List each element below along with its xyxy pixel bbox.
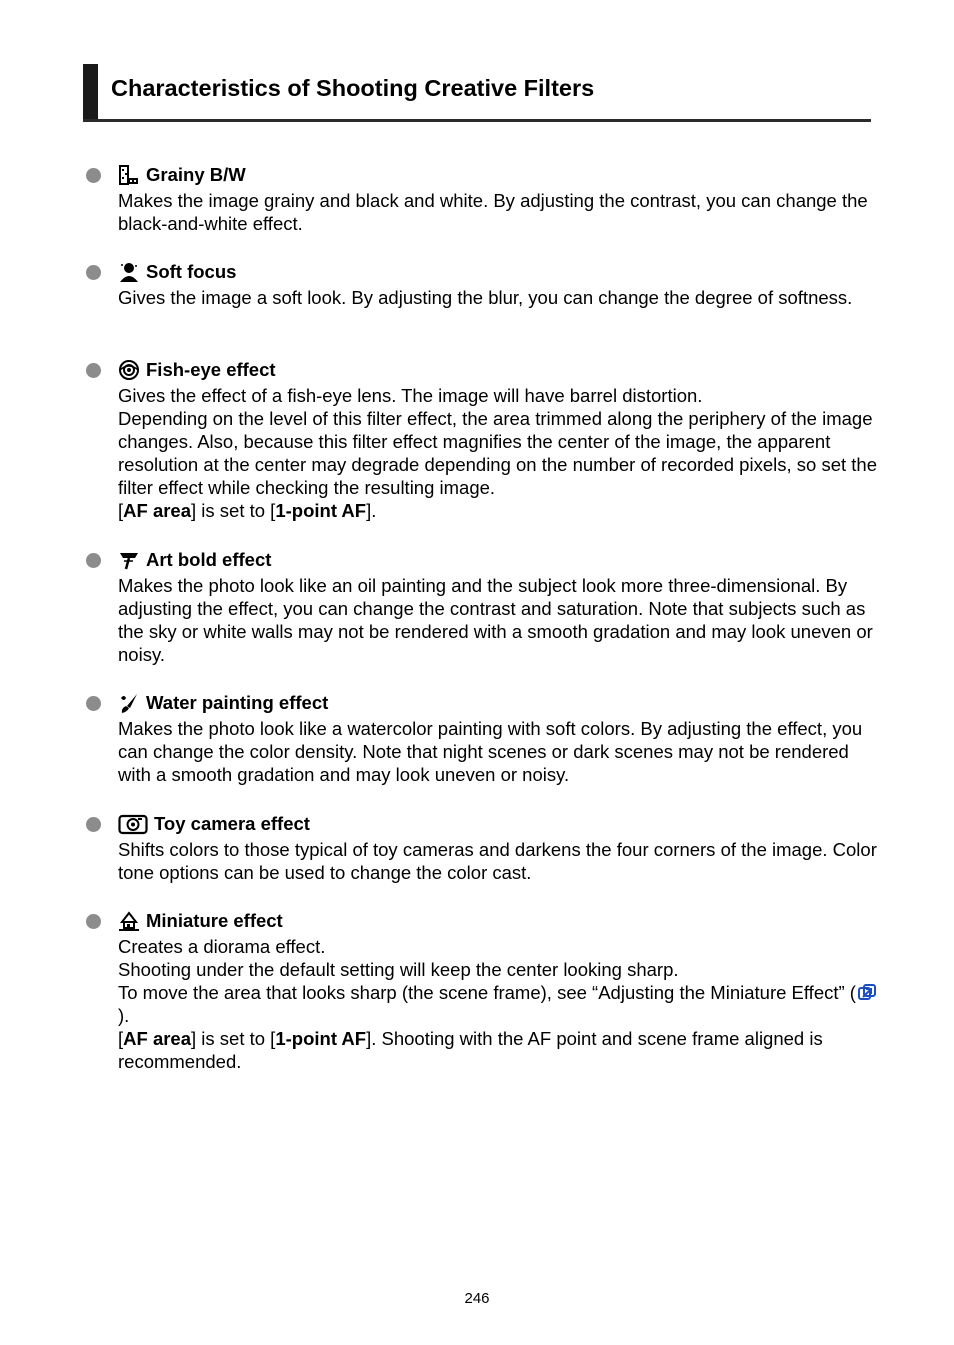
bullet-icon <box>86 168 101 183</box>
bullet-icon <box>86 696 101 711</box>
af-area-note: [AF area] is set to [1-point AF]. <box>118 500 377 522</box>
filter-description <box>118 286 878 309</box>
filter-title-line <box>118 909 283 933</box>
filter-title: Toy camera effect <box>154 813 310 834</box>
filter-title-line <box>118 358 276 382</box>
fish-eye-icon <box>118 359 140 381</box>
filter-description <box>118 189 878 235</box>
description-paragraph: Depending on the level of this filter effect, the area trimmed along the periphery of the image changes. Also, because this filter effect magnifies the center of the image, the apparent resolution at the center may degrade depending on the number of recorded pixels, so set the filter effect while checking the resulting image. <box>118 408 877 499</box>
filter-title-line <box>118 548 271 572</box>
page-title: Characteristics of Shooting Creative Filters <box>111 75 595 101</box>
description-paragraph: Shifts colors to those typical of toy cameras and darkens the four corners of the image. Color tone options can be used to change the color cast. <box>118 839 877 884</box>
filter-title-line <box>118 260 236 284</box>
filter-description <box>118 935 878 1074</box>
af-method-value: 1-point AF <box>275 1028 367 1050</box>
bullet-icon <box>86 265 101 280</box>
page-number: 246 <box>464 1290 490 1307</box>
filter-title-line <box>118 812 310 836</box>
bullet-icon <box>86 363 101 378</box>
description-paragraph: Gives the image a soft look. By adjusting the blur, you can change the degree of softness. <box>118 287 853 308</box>
description-paragraph: Makes the photo look like an oil painting and the subject look more three-dimensional. By adjusting the effect, you can change the contrast and saturation. Note that subjects such as the sky or white walls may not be rendered with a smooth gradation and may look uneven or noisy. <box>118 575 873 666</box>
filter-title: Art bold effect <box>146 549 272 570</box>
toy-camera-icon <box>118 813 148 835</box>
filter-title-line <box>118 163 246 187</box>
cross-reference-note: To move the area that looks sharp (the scene frame), see “Adjusting the Miniature Effect” (). <box>118 981 878 1027</box>
water-painting-icon <box>118 692 140 714</box>
filter-description <box>118 838 878 884</box>
bullet-icon <box>86 553 101 568</box>
filter-title: Water painting effect <box>146 692 329 713</box>
description-paragraph: Makes the photo look like a watercolor painting with soft colors. By adjusting the effect, you can change the color density. Note that night scenes or dark scenes may not be rendered with a smooth gradation and may look uneven or noisy. <box>118 718 863 786</box>
cross-reference-link-icon[interactable] <box>857 983 877 1003</box>
filter-title-line <box>118 691 328 715</box>
filter-description <box>118 574 878 666</box>
bullet-icon <box>86 914 101 929</box>
heading-accent-bar <box>83 64 98 119</box>
af-area-note: [AF area] is set to [1-point AF]. Shooting with the AF point and scene frame aligned is recommended. <box>118 1028 823 1073</box>
af-area-setting: AF area <box>123 1028 192 1050</box>
af-area-setting: AF area <box>123 500 192 522</box>
art-bold-icon <box>118 549 140 571</box>
filter-title: Miniature effect <box>146 910 283 931</box>
description-paragraph: Creates a diorama effect. <box>118 936 326 957</box>
description-paragraph: Makes the image grainy and black and white. By adjusting the contrast, you can change the black-and-white effect. <box>118 190 868 235</box>
miniature-icon <box>118 910 140 932</box>
description-paragraph: Gives the effect of a fish-eye lens. The image will have barrel distortion. <box>118 385 703 406</box>
filter-title: Fish-eye effect <box>146 359 276 380</box>
filter-title: Soft focus <box>146 261 237 282</box>
grainy-bw-icon <box>118 164 140 186</box>
filter-description <box>118 717 878 786</box>
soft-focus-icon <box>118 261 140 283</box>
af-method-value: 1-point AF <box>275 500 367 522</box>
filter-title: Grainy B/W <box>146 164 246 185</box>
filter-description <box>118 384 878 523</box>
page-heading <box>83 64 871 122</box>
description-paragraph: Shooting under the default setting will keep the center looking sharp. <box>118 959 679 981</box>
bullet-icon <box>86 817 101 832</box>
